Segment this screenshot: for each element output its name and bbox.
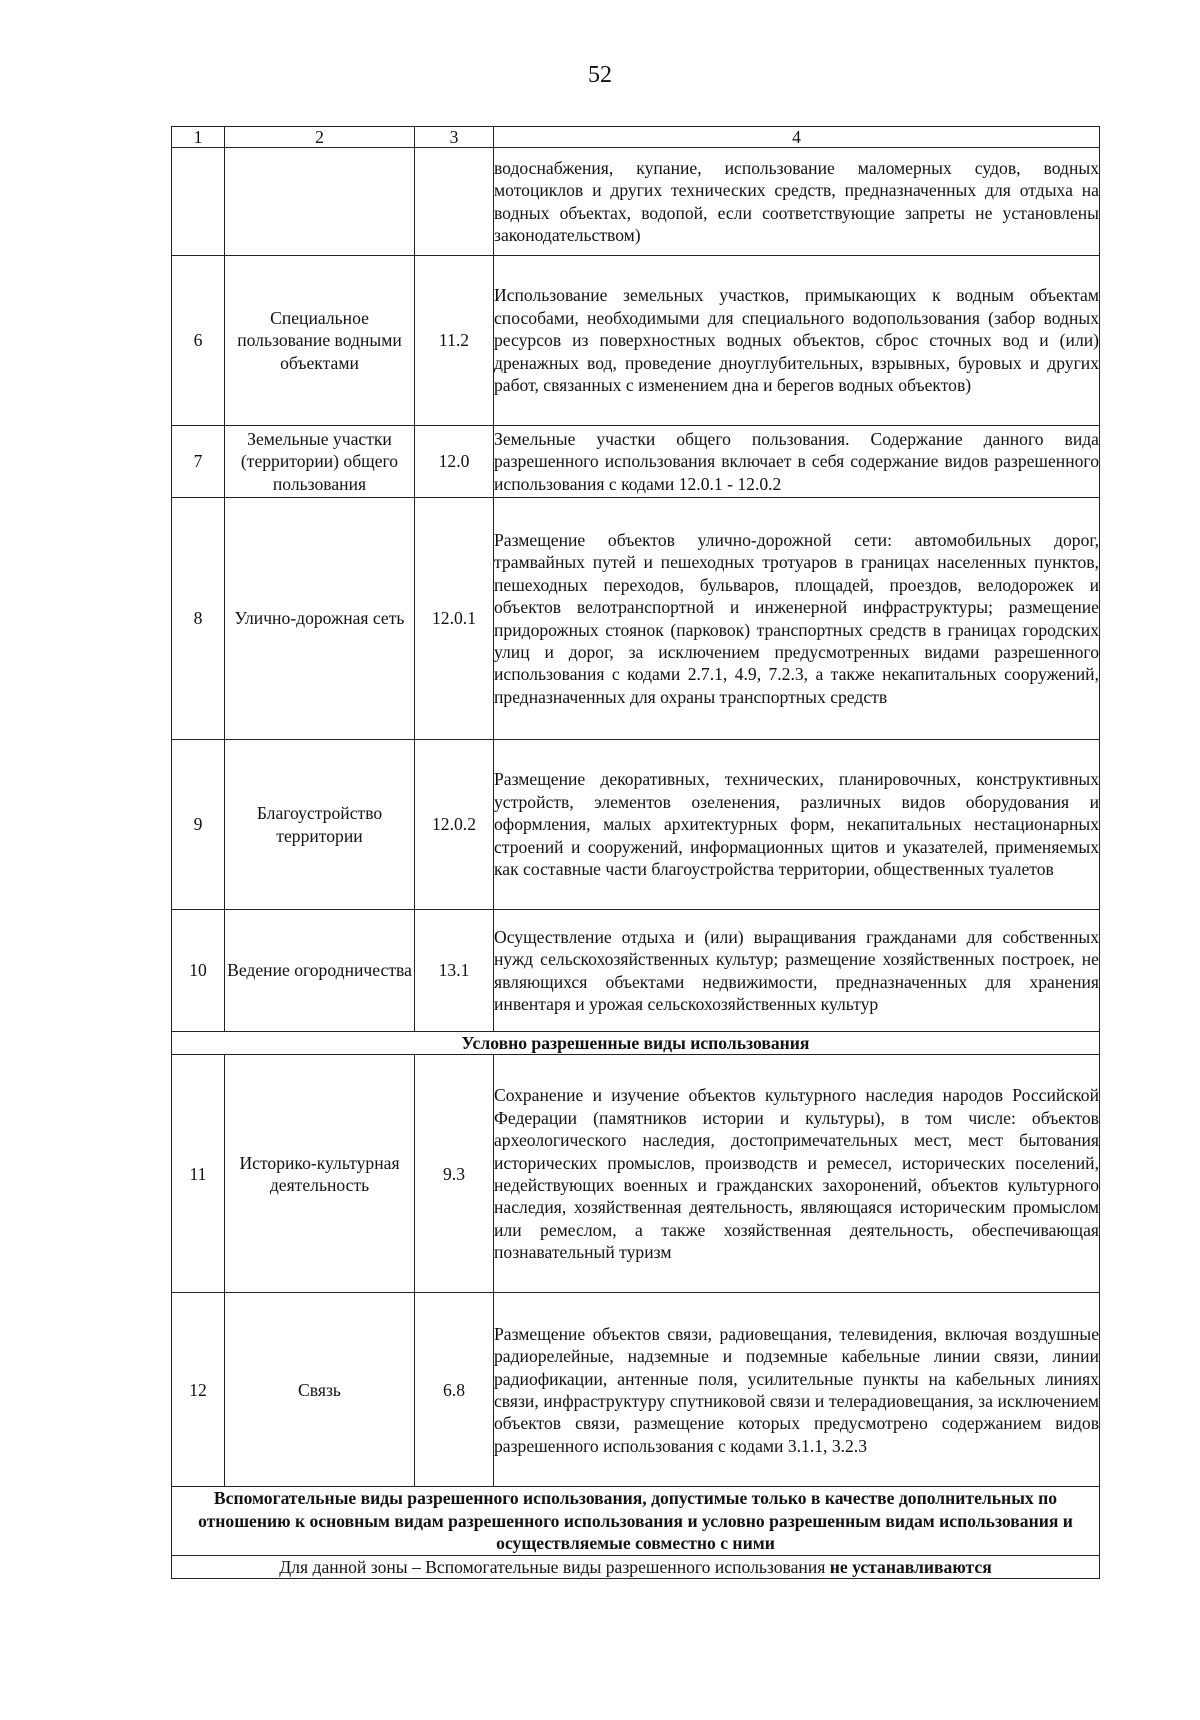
table-row [172, 256, 1100, 426]
column-header: 4 [494, 127, 1100, 148]
row-number: 9 [172, 740, 225, 910]
use-type-description: Размещение объектов связи, радиовещания, телевидения, включая воздушные радиорелейные, надземные и подземные кабельные линии связи, линии радиофикации, антенные поля, усилительные пункты на кабельных линиях связи, инфраструктуру спутниковой связи и телерадиовещания, за исключением объектов связи, размещение которых предусмотрено содержанием видов разрешенного использования с кодами 3.1.1, 3.2.3 [494, 1293, 1100, 1487]
column-header: 3 [415, 127, 494, 148]
column-header-row [172, 127, 1100, 148]
use-type-name: Благоустройство территории [225, 740, 415, 910]
use-type-code: 12.0.2 [415, 740, 494, 910]
use-type-description: Земельные участки общего пользования. Содержание данного вида разрешенного использования включает в себя содержание видов разрешенного использования с кодами 12.0.1 - 12.0.2 [494, 426, 1100, 498]
use-type-name: Историко-культурная деятельность [225, 1055, 415, 1293]
column-header: 2 [225, 127, 415, 148]
section-title-conditional: Условно разрешенные виды использования [172, 1032, 1100, 1055]
table-row [172, 1055, 1100, 1293]
row-number: 6 [172, 256, 225, 426]
auxiliary-note [172, 1555, 1100, 1578]
use-type-name: Специальное пользование водными объектами [225, 256, 415, 426]
auxiliary-note-suffix: не устанавливаются [829, 1556, 992, 1577]
section-title-auxiliary: Вспомогательные виды разрешенного использования, допустимые только в качестве дополнительных по отношению к основным видам разрешенного использования и условно разрешенным видам использования и осуществляемые совместно с ними [172, 1487, 1100, 1555]
table-row [172, 1293, 1100, 1487]
use-type-name: Улично-дорожная сеть [225, 498, 415, 740]
use-type-code: 13.1 [415, 910, 494, 1032]
section-header-row [172, 1487, 1100, 1555]
use-type-name: Ведение огородничества [225, 910, 415, 1032]
table-row [172, 498, 1100, 740]
use-type-name: Связь [225, 1293, 415, 1487]
use-type-description: водоснабжения, купание, использование маломерных судов, водных мотоциклов и других технических средств, предназначенных для отдыха на водных объектах, водопой, если соответствующие запреты не установлены законодательством) [494, 148, 1100, 256]
use-type-description: Сохранение и изучение объектов культурного наследия народов Российской Федерации (памятников истории и культуры), в том числе: объектов археологического наследия, достопримечательных мест, мест бытования исторических промыслов, производств и ремесел, исторических поселений, недействующих военных и гражданских захоронений, объектов культурного наследия, хозяйственная деятельность, являющаяся историческим промыслом или ремеслом, а также хозяйственная деятельность, обеспечивающая познавательный туризм [494, 1055, 1100, 1293]
land-use-table [171, 126, 1100, 1579]
row-number: 11 [172, 1055, 225, 1293]
note-row [172, 1555, 1100, 1578]
use-type-description: Размещение объектов улично-дорожной сети: автомобильных дорог, трамвайных путей и пешеходных тротуаров в границах населенных пунктов, пешеходных переходов, бульваров, площадей, проездов, велодорожек и объектов велотранспортной и инженерной инфраструктуры; размещение придорожных стоянок (парковок) транспортных средств в границах городских улиц и дорог, за исключением предусмотренных видами разрешенного использования с кодами 2.7.1, 4.9, 7.2.3, а также некапитальных сооружений, предназначенных для охраны транспортных средств [494, 498, 1100, 740]
use-type-code: 12.0.1 [415, 498, 494, 740]
use-type-description: Осуществление отдыха и (или) выращивания гражданами для собственных нужд сельскохозяйственных культур; размещение хозяйственных построек, не являющихся объектами недвижимости, предназначенных для хранения инвентаря и урожая сельскохозяйственных культур [494, 910, 1100, 1032]
use-type-code: 6.8 [415, 1293, 494, 1487]
use-type-description: Использование земельных участков, примыкающих к водным объектам способами, необходимыми для специального водопользования (забор водных ресурсов из поверхностных водных объектов, сброс сточных вод и (или) дренажных вод, проведение дноуглубительных, взрывных, буровых и других работ, связанных с изменением дна и берегов водных объектов) [494, 256, 1100, 426]
use-type-name: Земельные участки (территории) общего пользования [225, 426, 415, 498]
table-row [172, 148, 1100, 256]
table-row [172, 426, 1100, 498]
row-number [172, 148, 225, 256]
use-type-code: 9.3 [415, 1055, 494, 1293]
row-number: 10 [172, 910, 225, 1032]
use-type-name [225, 148, 415, 256]
page-number: 52 [588, 62, 612, 88]
use-type-code [415, 148, 494, 256]
row-number: 8 [172, 498, 225, 740]
table-row [172, 740, 1100, 910]
use-type-code: 11.2 [415, 256, 494, 426]
auxiliary-note-prefix: Для данной зоны – Вспомогательные виды разрешенного использования [279, 1556, 826, 1577]
column-header: 1 [172, 127, 225, 148]
use-type-code: 12.0 [415, 426, 494, 498]
row-number: 7 [172, 426, 225, 498]
use-type-description: Размещение декоративных, технических, планировочных, конструктивных устройств, элементов озеленения, различных видов оборудования и оформления, малых архитектурных форм, некапитальных нестационарных строений и сооружений, информационных щитов и указателей, применяемых как составные части благоустройства территории, общественных туалетов [494, 740, 1100, 910]
row-number: 12 [172, 1293, 225, 1487]
table-row [172, 910, 1100, 1032]
section-header-row [172, 1032, 1100, 1055]
